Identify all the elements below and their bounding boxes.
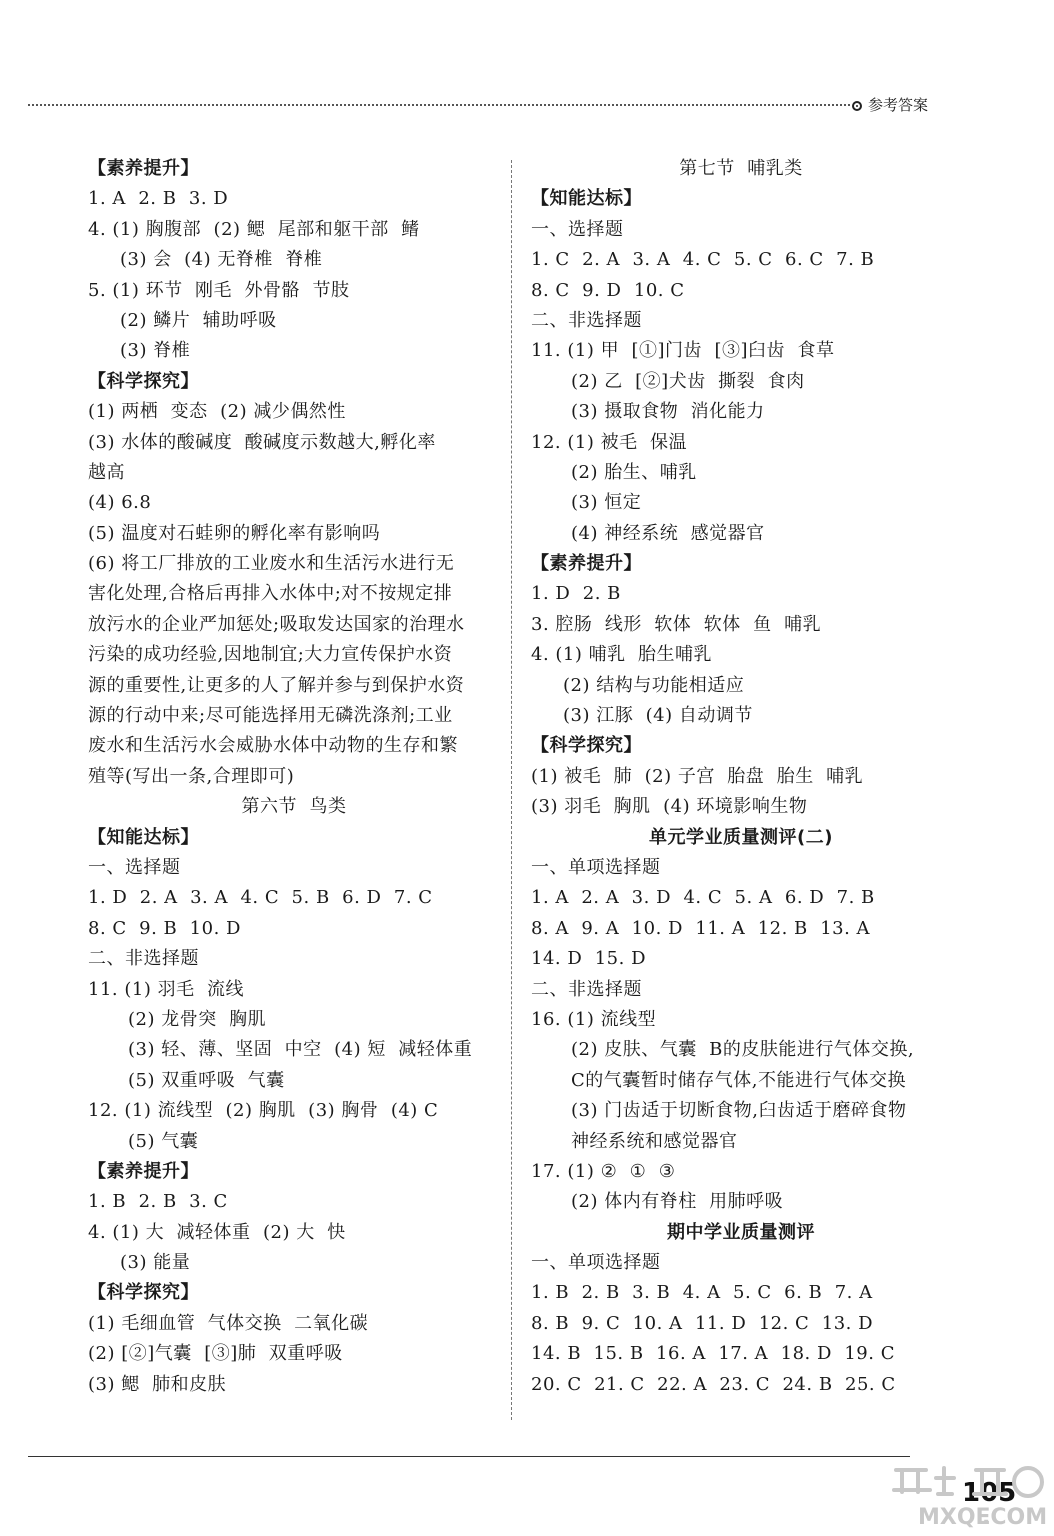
chapter-title: 单元学业质量测评(二) (649, 826, 833, 848)
svg-text:.COM: .COM (982, 1505, 1048, 1530)
answer-line: 二、非选择题 (531, 978, 642, 1000)
answer-line: 1. B 2. B 3. C (88, 1191, 228, 1213)
chapter-title: 期中学业质量测评 (667, 1221, 815, 1243)
answer-line: 1. A 2. A 3. D 4. C 5. A 6. D 7. B (531, 887, 875, 909)
answer-line: 神经系统和感觉器官 (571, 1130, 738, 1152)
answer-line: (5) 双重呼吸 气囊 (128, 1069, 285, 1091)
answer-line: C的气囊暂时储存气体,不能进行气体交换 (571, 1069, 906, 1091)
section-heading: 【科学探究】 (531, 735, 642, 757)
answer-line: 8. A 9. A 10. D 11. A 12. B 13. A (531, 917, 871, 939)
answer-line: 二、非选择题 (88, 948, 199, 970)
answer-line: 源的重要性,让更多的人了解并参与到保护水资 (88, 674, 465, 696)
answer-line: 害化处理,合格后再排入水体中;对不按规定排 (88, 583, 453, 605)
answer-line: 4. (1) 哺乳 胎生哺乳 (531, 644, 713, 666)
answer-line: 1. C 2. A 3. A 4. C 5. C 6. C 7. B (531, 249, 875, 271)
section-heading: 【知能达标】 (88, 826, 199, 848)
section-heading: 【科学探究】 (88, 1282, 199, 1304)
answer-line: 8. C 9. B 10. D (88, 917, 241, 939)
answer-line: (3) 脊椎 (120, 340, 191, 362)
page-number: 105 (962, 1478, 1017, 1508)
answer-line: 12. (1) 流线型 (2) 胸肌 (3) 胸骨 (4) C (88, 1100, 439, 1122)
answer-line: (2) 体内有脊柱 用肺呼吸 (571, 1191, 784, 1213)
answer-line: (2) [②]气囊 [③]肺 双重呼吸 (88, 1343, 343, 1365)
watermark-logo (878, 1460, 1048, 1532)
answer-line: 一、选择题 (88, 856, 181, 878)
section-heading: 【素养提升】 (531, 553, 642, 575)
answer-line: 11. (1) 甲 [①]门齿 [③]臼齿 食草 (531, 340, 835, 362)
answer-line: 一、单项选择题 (531, 856, 661, 878)
answer-line: (1) 被毛 肺 (2) 子宫 胎盘 胎生 哺乳 (531, 765, 864, 787)
answer-line: 5. (1) 环节 刚毛 外骨骼 节肢 (88, 279, 350, 301)
svg-text:MXQE: MXQE (918, 1505, 991, 1530)
answer-line: 殖等(写出一条,合理即可) (88, 765, 295, 787)
answer-line: 1. A 2. B 3. D (88, 188, 229, 210)
column-divider (511, 160, 512, 1420)
section-heading: 【知能达标】 (531, 188, 642, 210)
chapter-title: 第六节 鸟类 (241, 796, 347, 818)
answer-line: 1. D 2. B (531, 583, 621, 605)
answer-line: (5) 气囊 (128, 1130, 199, 1152)
answer-line: (3) 摄取食物 消化能力 (571, 401, 765, 423)
answer-line: 放污水的企业严加惩处;吸取发达国家的治理水 (88, 613, 465, 635)
answer-line: (3) 鳃 肺和皮肤 (88, 1373, 227, 1395)
answer-line: (5) 温度对石蛙卵的孵化率有影响吗 (88, 522, 381, 544)
answer-line: 20. C 21. C 22. A 23. C 24. B 25. C (531, 1373, 896, 1395)
answer-line: 16. (1) 流线型 (531, 1008, 657, 1030)
section-heading: 【素养提升】 (88, 158, 199, 179)
answer-line: (3) 轻、薄、坚固 中空 (4) 短 减轻体重 (128, 1039, 473, 1061)
answer-line: 废水和生活污水会威胁水体中动物的生存和繁 (88, 735, 458, 757)
answer-line: (4) 6.8 (88, 492, 152, 514)
header-label-text: 参考答案 (868, 96, 929, 114)
answer-line: 3. 腔肠 线形 软体 软体 鱼 哺乳 (531, 613, 822, 635)
answer-line: (3) 江豚 (4) 自动调节 (563, 705, 753, 727)
answer-line: (1) 毛细血管 气体交换 二氧化碳 (88, 1312, 369, 1334)
answer-line: 8. C 9. D 10. C (531, 279, 685, 301)
answer-line: 1. D 2. A 3. A 4. C 5. B 6. D 7. C (88, 887, 433, 909)
header-dotted-rule (28, 104, 850, 106)
answer-line: (2) 龙骨突 胸肌 (128, 1008, 267, 1030)
answer-line: (3) 恒定 (571, 492, 642, 514)
chapter-title: 第七节 哺乳类 (679, 158, 803, 179)
answer-line: 一、单项选择题 (531, 1252, 661, 1274)
answer-line: (2) 鳞片 辅助呼吸 (120, 309, 277, 331)
answer-line: (6) 将工厂排放的工业废水和生活污水进行无 (88, 553, 455, 575)
answer-line: 越高 (88, 461, 125, 483)
answer-line: (2) 乙 [②]犬齿 撕裂 食肉 (571, 370, 805, 392)
answer-line: 1. B 2. B 3. B 4. A 5. C 6. B 7. A (531, 1282, 873, 1304)
left-column (88, 154, 500, 1400)
answer-line: (4) 神经系统 感觉器官 (571, 522, 765, 544)
answer-line: (3) 水体的酸碱度 酸碱度示数越大,孵化率 (88, 431, 436, 453)
answer-line: (3) 会 (4) 无脊椎 脊椎 (120, 249, 323, 271)
answer-line: 源的行动中来;尽可能选择用无磷洗涤剂;工业 (88, 705, 453, 727)
answer-line: (3) 羽毛 胸肌 (4) 环境影响生物 (531, 796, 808, 818)
answer-line: (2) 胎生、哺乳 (571, 461, 697, 483)
running-header (852, 94, 928, 115)
answer-line: 污染的成功经验,因地制宜;大力宣传保护水资 (88, 644, 453, 666)
bullet-icon (852, 101, 862, 111)
answer-line: (3) 门齿适于切断食物,臼齿适于磨碎食物 (571, 1100, 907, 1122)
section-heading: 【科学探究】 (88, 370, 199, 392)
answer-line: 8. B 9. C 10. A 11. D 12. C 13. D (531, 1312, 874, 1334)
footer-rule (28, 1456, 910, 1457)
answer-line: (2) 结构与功能相适应 (563, 674, 745, 696)
answer-line: 二、非选择题 (531, 309, 642, 331)
right-column (531, 154, 951, 1400)
answer-line: 14. D 15. D (531, 948, 647, 970)
answer-line: 11. (1) 羽毛 流线 (88, 978, 245, 1000)
answer-line: 4. (1) 大 减轻体重 (2) 大 快 (88, 1221, 346, 1243)
answer-line: 17. (1) ② ① ③ (531, 1160, 676, 1182)
answer-line: (2) 皮肤、气囊 B的皮肤能进行气体交换, (571, 1039, 915, 1061)
answer-line: 14. B 15. B 16. A 17. A 18. D 19. C (531, 1343, 895, 1365)
answer-line: 一、选择题 (531, 218, 624, 240)
answer-line: (3) 能量 (120, 1252, 191, 1274)
answer-line: 12. (1) 被毛 保温 (531, 431, 688, 453)
answer-line: 4. (1) 胸腹部 (2) 鳃 尾部和躯干部 鳍 (88, 218, 420, 240)
section-heading: 【素养提升】 (88, 1160, 199, 1182)
answer-line: (1) 两栖 变态 (2) 减少偶然性 (88, 401, 346, 423)
